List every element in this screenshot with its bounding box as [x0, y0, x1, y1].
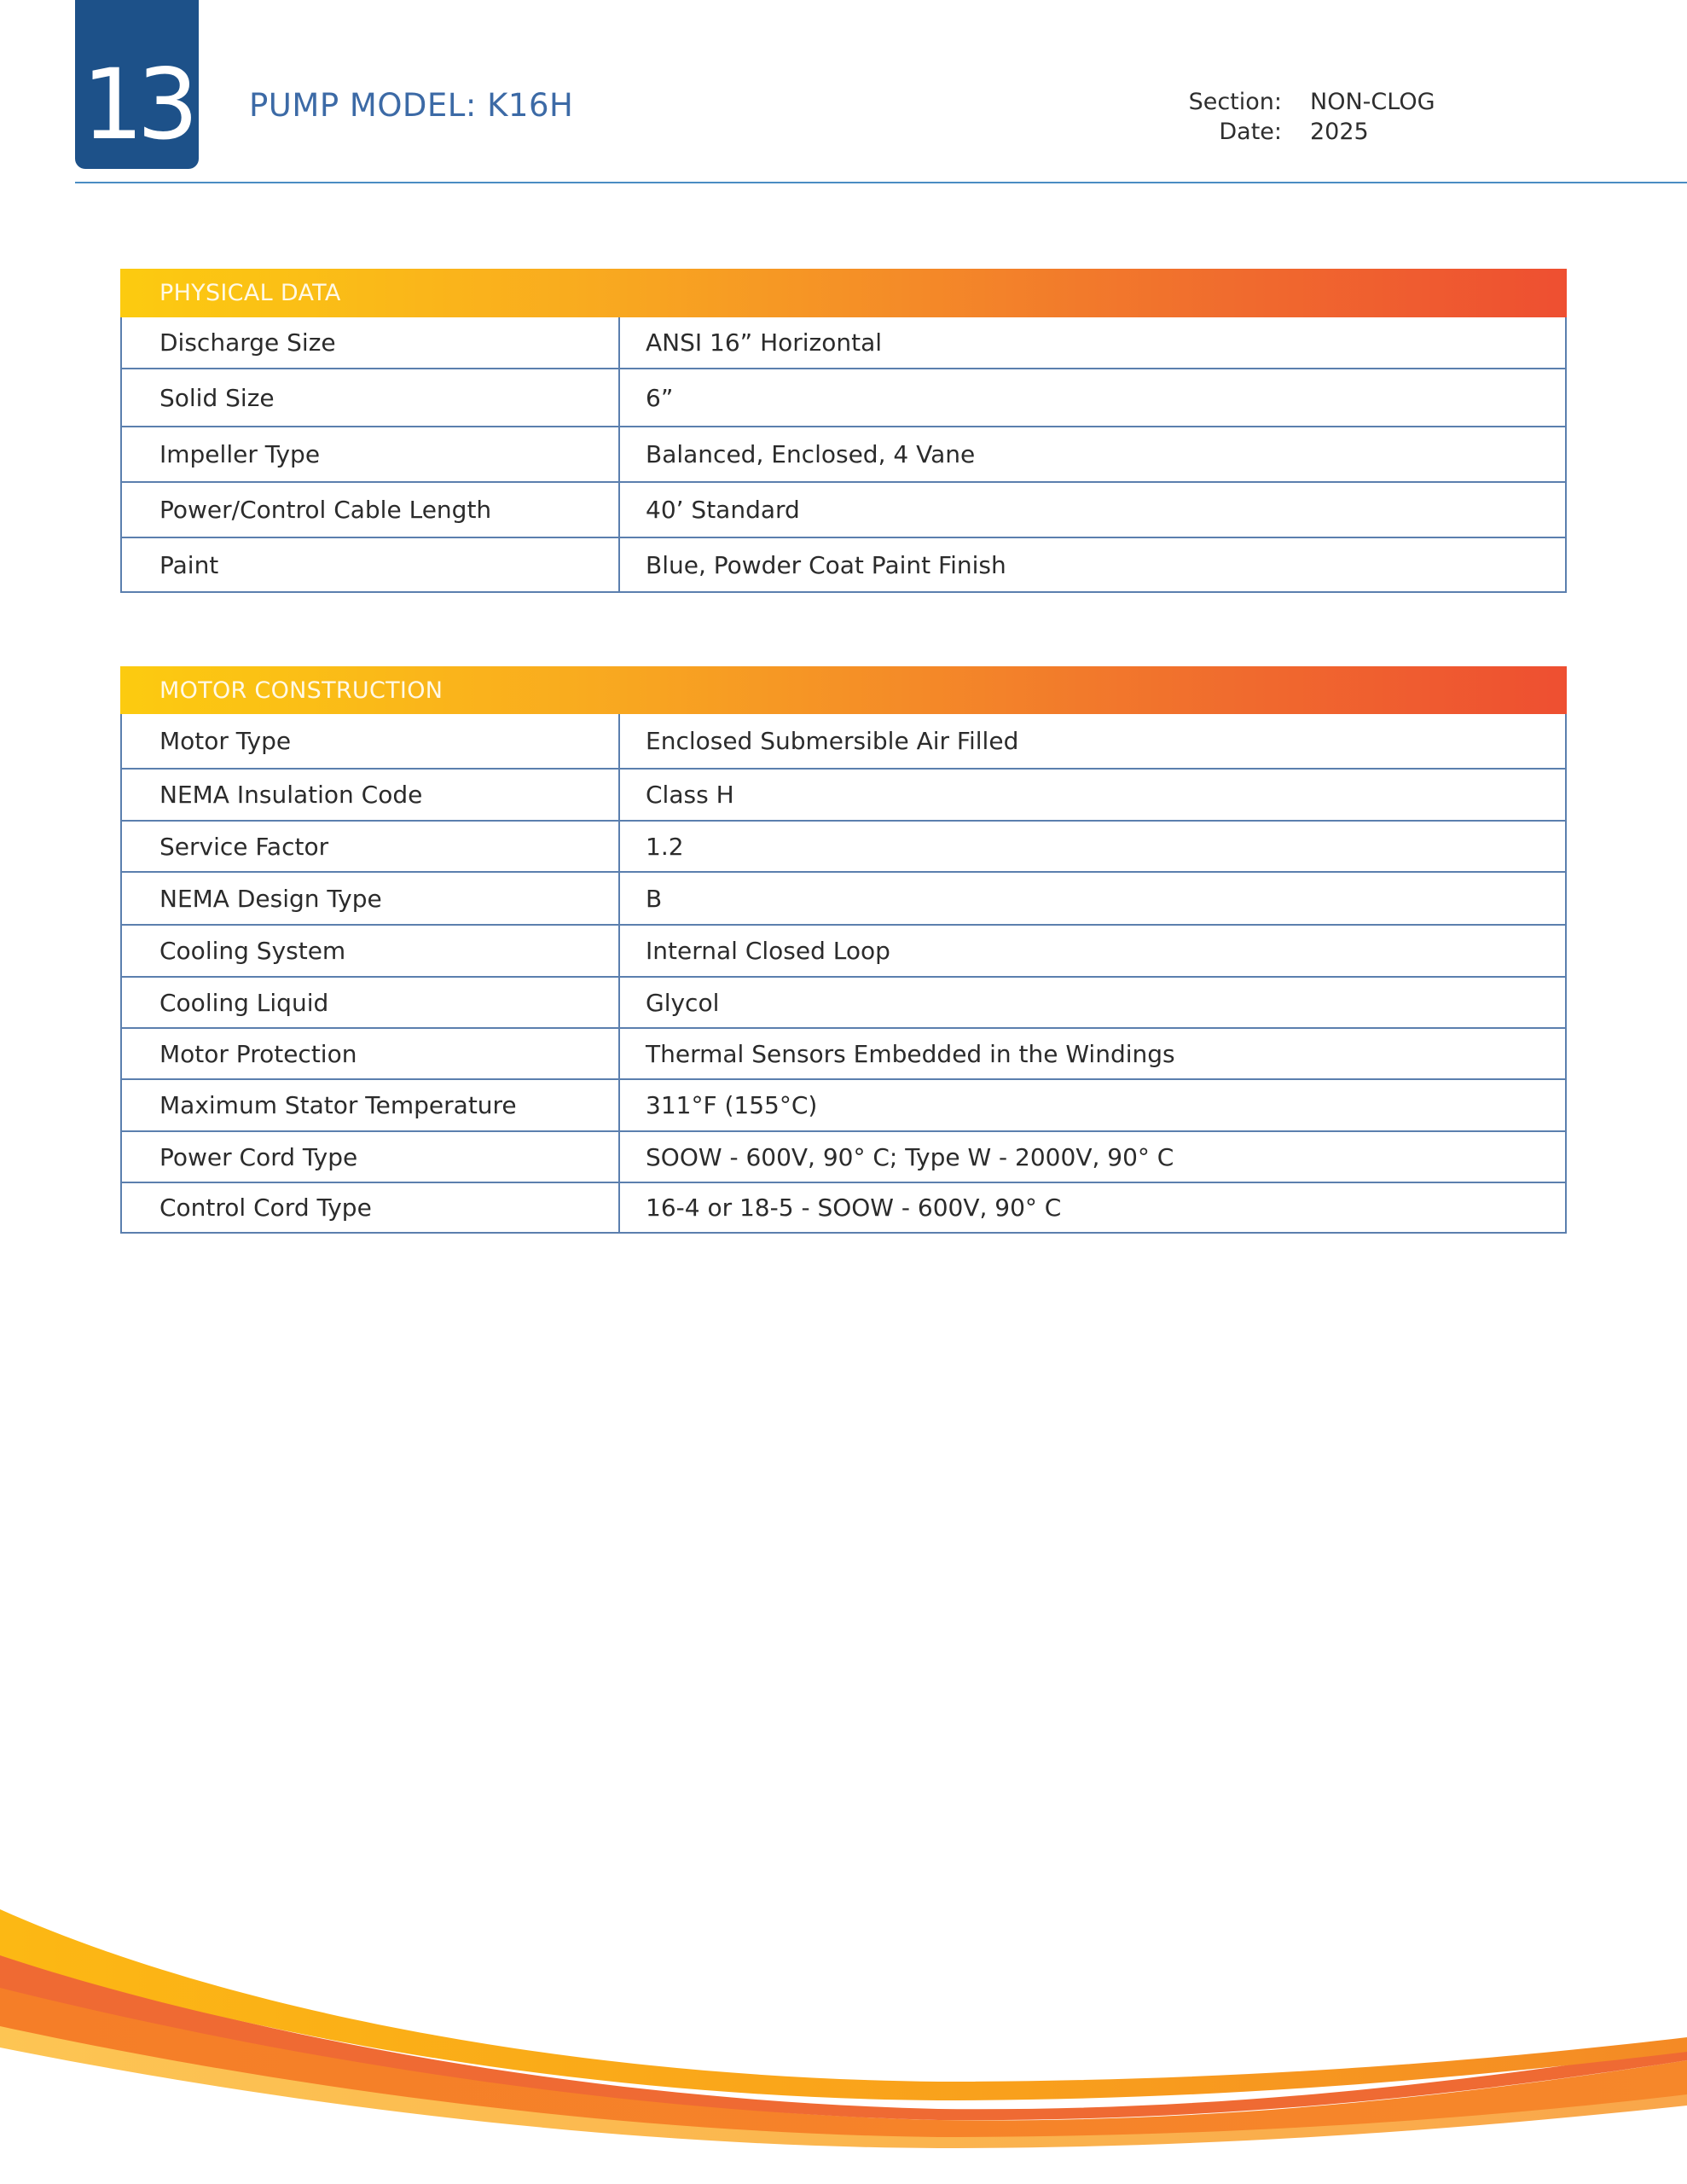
- row-label: Motor Type: [122, 714, 620, 768]
- table-row: [120, 926, 1567, 978]
- row-label: Control Cord Type: [122, 1183, 620, 1232]
- meta-date-value: 2025: [1310, 119, 1369, 145]
- table-row: [120, 1132, 1567, 1183]
- row-label: Impeller Type: [122, 427, 620, 481]
- document-meta: [1109, 87, 1535, 147]
- section-number-badge: [75, 0, 199, 169]
- row-value: 311°F (155°C): [646, 1091, 818, 1119]
- table-row: [120, 1183, 1567, 1234]
- table-row: [120, 770, 1567, 822]
- row-value: Glycol: [646, 988, 720, 1017]
- row-label: Power Cord Type: [122, 1132, 620, 1182]
- table-row: [120, 873, 1567, 926]
- row-label: Cooling System: [122, 926, 620, 976]
- row-value: 16-4 or 18-5 - SOOW - 600V, 90° C: [646, 1194, 1062, 1222]
- header-divider: [75, 182, 1687, 183]
- table-row: [120, 978, 1567, 1029]
- meta-section-value: NON-CLOG: [1310, 89, 1435, 115]
- meta-date-label: Date:: [1219, 119, 1282, 145]
- row-label: Cooling Liquid: [122, 978, 620, 1027]
- table-row: [120, 538, 1567, 593]
- table-header: MOTOR CONSTRUCTION: [120, 666, 1567, 714]
- table-row: [120, 369, 1567, 427]
- row-value: Balanced, Enclosed, 4 Vane: [646, 440, 976, 468]
- table-row: [120, 317, 1567, 369]
- table-row: [120, 714, 1567, 770]
- table-header: PHYSICAL DATA: [120, 269, 1567, 317]
- meta-section-label: Section:: [1188, 89, 1282, 115]
- motor-construction-table: [120, 666, 1567, 1234]
- row-label: Service Factor: [122, 822, 620, 871]
- table-row: [120, 1080, 1567, 1132]
- page-title: PUMP MODEL: K16H: [249, 87, 574, 124]
- row-label: Paint: [122, 538, 620, 591]
- row-value: Blue, Powder Coat Paint Finish: [646, 550, 1006, 579]
- table-row: [120, 427, 1567, 483]
- row-value: 6”: [646, 383, 674, 412]
- row-value: Internal Closed Loop: [646, 937, 890, 965]
- row-value: 40’ Standard: [646, 496, 800, 524]
- row-value: ANSI 16” Horizontal: [646, 328, 883, 357]
- row-label: NEMA Design Type: [122, 873, 620, 924]
- row-value: Class H: [646, 781, 734, 809]
- row-label: NEMA Insulation Code: [122, 770, 620, 820]
- meta-section: [1109, 87, 1535, 117]
- physical-data-table: [120, 269, 1567, 593]
- row-value: SOOW - 600V, 90° C; Type W - 2000V, 90° C: [646, 1142, 1174, 1171]
- table-row: [120, 483, 1567, 538]
- decorative-swoosh: [0, 1877, 1687, 2184]
- row-label: Solid Size: [122, 369, 620, 426]
- row-label: Motor Protection: [122, 1029, 620, 1078]
- table-row: [120, 822, 1567, 873]
- meta-date: [1109, 117, 1535, 147]
- row-value: 1.2: [646, 832, 684, 861]
- section-number: 13: [81, 48, 193, 161]
- row-label: Maximum Stator Temperature: [122, 1080, 620, 1130]
- table-row: [120, 1029, 1567, 1080]
- row-value: B: [646, 884, 663, 913]
- row-value: Enclosed Submersible Air Filled: [646, 727, 1019, 755]
- row-label: Power/Control Cable Length: [122, 483, 620, 537]
- row-value: Thermal Sensors Embedded in the Windings: [646, 1039, 1175, 1068]
- row-label: Discharge Size: [122, 317, 620, 368]
